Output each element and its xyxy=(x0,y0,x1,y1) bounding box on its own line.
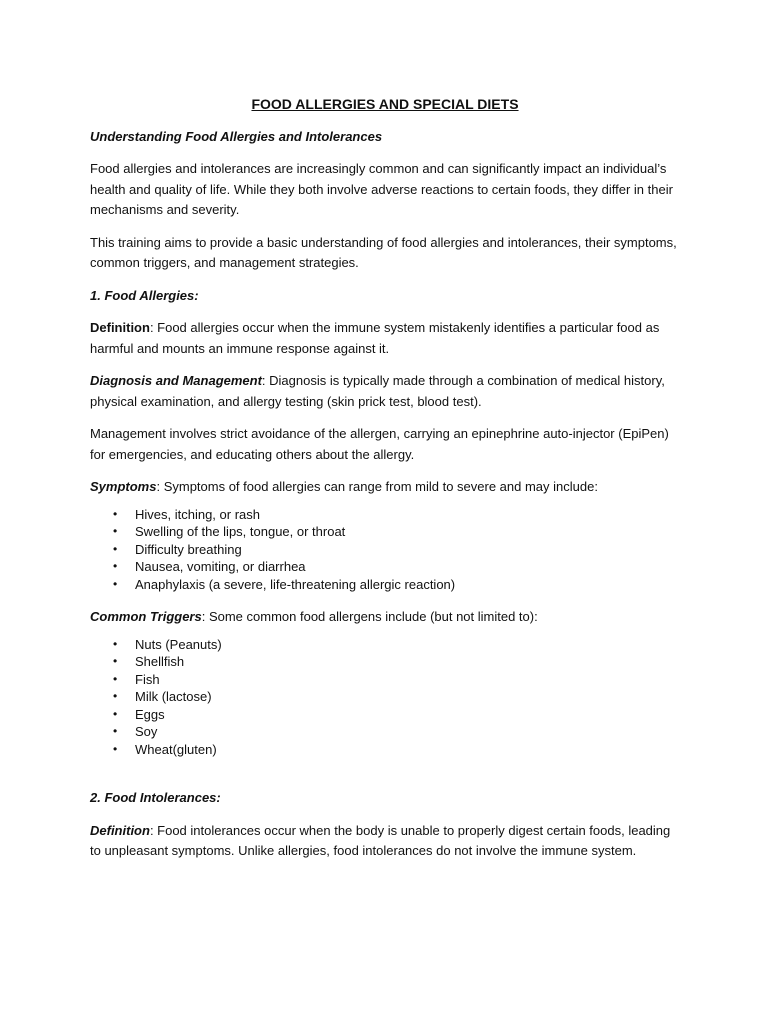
list-item-text: Anaphylaxis (a severe, life-threatening allergic reaction) xyxy=(135,576,456,592)
bullet-icon: • xyxy=(113,636,118,651)
list-item xyxy=(90,741,680,759)
symptoms-list xyxy=(90,506,680,594)
bullet-icon: • xyxy=(113,576,118,591)
bullet-icon: • xyxy=(113,654,118,668)
allergy-definition-label: Definition xyxy=(90,320,150,335)
section-2-heading xyxy=(90,788,680,809)
list-item-text: Milk (lactose) xyxy=(135,689,212,704)
bullet-icon: • xyxy=(113,559,118,573)
bullet-icon: • xyxy=(113,671,118,686)
intolerance-definition-text: : Food intolerances occur when the body is unable to properly digest certain foods, leading to unpleasant symptoms. Unlike allergies, food intolerances do not involve the immune system. xyxy=(90,822,671,858)
management-paragraph: Management involves strict avoidance of the allergen, carrying an epinephrine auto-injector (EpiPen) for emergencies, and educating others about the allergy. xyxy=(90,426,669,462)
allergy-definition xyxy=(90,318,680,359)
intolerance-definition-label: Definition xyxy=(90,822,150,838)
list-item-text: Eggs xyxy=(135,706,165,722)
bullet-icon: • xyxy=(113,524,118,538)
list-item xyxy=(90,688,680,706)
symptoms-label: Symptoms xyxy=(90,479,157,494)
bullet-icon: • xyxy=(113,706,118,721)
list-item-text: Hives, itching, or rash xyxy=(135,506,260,522)
bullet-icon: • xyxy=(113,506,118,521)
list-item xyxy=(90,653,680,671)
list-item xyxy=(90,506,680,524)
list-item-text: Nuts (Peanuts) xyxy=(135,636,222,652)
section-2-heading-text: 2. Food Intolerances: xyxy=(90,790,221,805)
intolerance-definition xyxy=(90,821,680,862)
triggers-list xyxy=(90,636,680,759)
list-item xyxy=(90,723,680,741)
list-item xyxy=(90,671,680,689)
bullet-icon: • xyxy=(113,741,118,756)
list-item-text: Nausea, vomiting, or diarrhea xyxy=(135,559,306,574)
list-item xyxy=(90,706,680,724)
list-item xyxy=(90,541,680,559)
document-title: FOOD ALLERGIES AND SPECIAL DIETS xyxy=(251,96,519,112)
bullet-icon: • xyxy=(113,724,118,738)
triggers-label: Common Triggers xyxy=(90,609,202,624)
bullet-icon: • xyxy=(113,689,118,703)
section-1-heading xyxy=(90,286,680,307)
list-item xyxy=(90,636,680,654)
triggers-text: : Some common food allergens include (but not limited to): xyxy=(201,609,538,624)
intro-paragraph-2: This training aims to provide a basic understanding of food allergies and intolerances, their symptoms, common triggers, and management strategies. xyxy=(90,234,677,270)
triggers-paragraph xyxy=(90,607,680,628)
diagnosis-paragraph xyxy=(90,371,680,412)
diagnosis-text: : Diagnosis is typically made through a combination of medical history, physical examination, and allergy testing (skin prick test, blood test). xyxy=(90,373,665,409)
list-item-text: Shellfish xyxy=(135,654,185,669)
list-item-text: Wheat(gluten) xyxy=(135,741,217,757)
bullet-icon: • xyxy=(113,541,118,556)
list-item xyxy=(90,523,680,541)
list-item-text: Difficulty breathing xyxy=(135,541,242,557)
subtitle xyxy=(90,127,680,148)
list-item-text: Soy xyxy=(135,724,158,739)
list-item-text: Swelling of the lips, tongue, or throat xyxy=(135,524,346,539)
symptoms-text: : Symptoms of food allergies can range from mild to severe and may include: xyxy=(156,479,598,494)
subtitle-text: Understanding Food Allergies and Intolerances xyxy=(90,128,383,144)
spacer xyxy=(90,772,680,788)
list-item-text: Fish xyxy=(135,671,160,687)
diagnosis-label: Diagnosis and Management xyxy=(90,373,262,388)
intro-paragraph-1: Food allergies and intolerances are increasingly common and can significantly impact an individual’s health and quality of life. While they both involve adverse reactions to certain foods, they differ in their mechanisms and severity. xyxy=(90,161,673,217)
symptoms-paragraph xyxy=(90,477,680,498)
section-1-heading-text: 1. Food Allergies: xyxy=(90,287,199,303)
allergy-definition-text: : Food allergies occur when the immune system mistakenly identifies a particular food as harmful and mounts an immune response against it. xyxy=(90,320,660,356)
list-item xyxy=(90,558,680,576)
list-item xyxy=(90,576,680,594)
